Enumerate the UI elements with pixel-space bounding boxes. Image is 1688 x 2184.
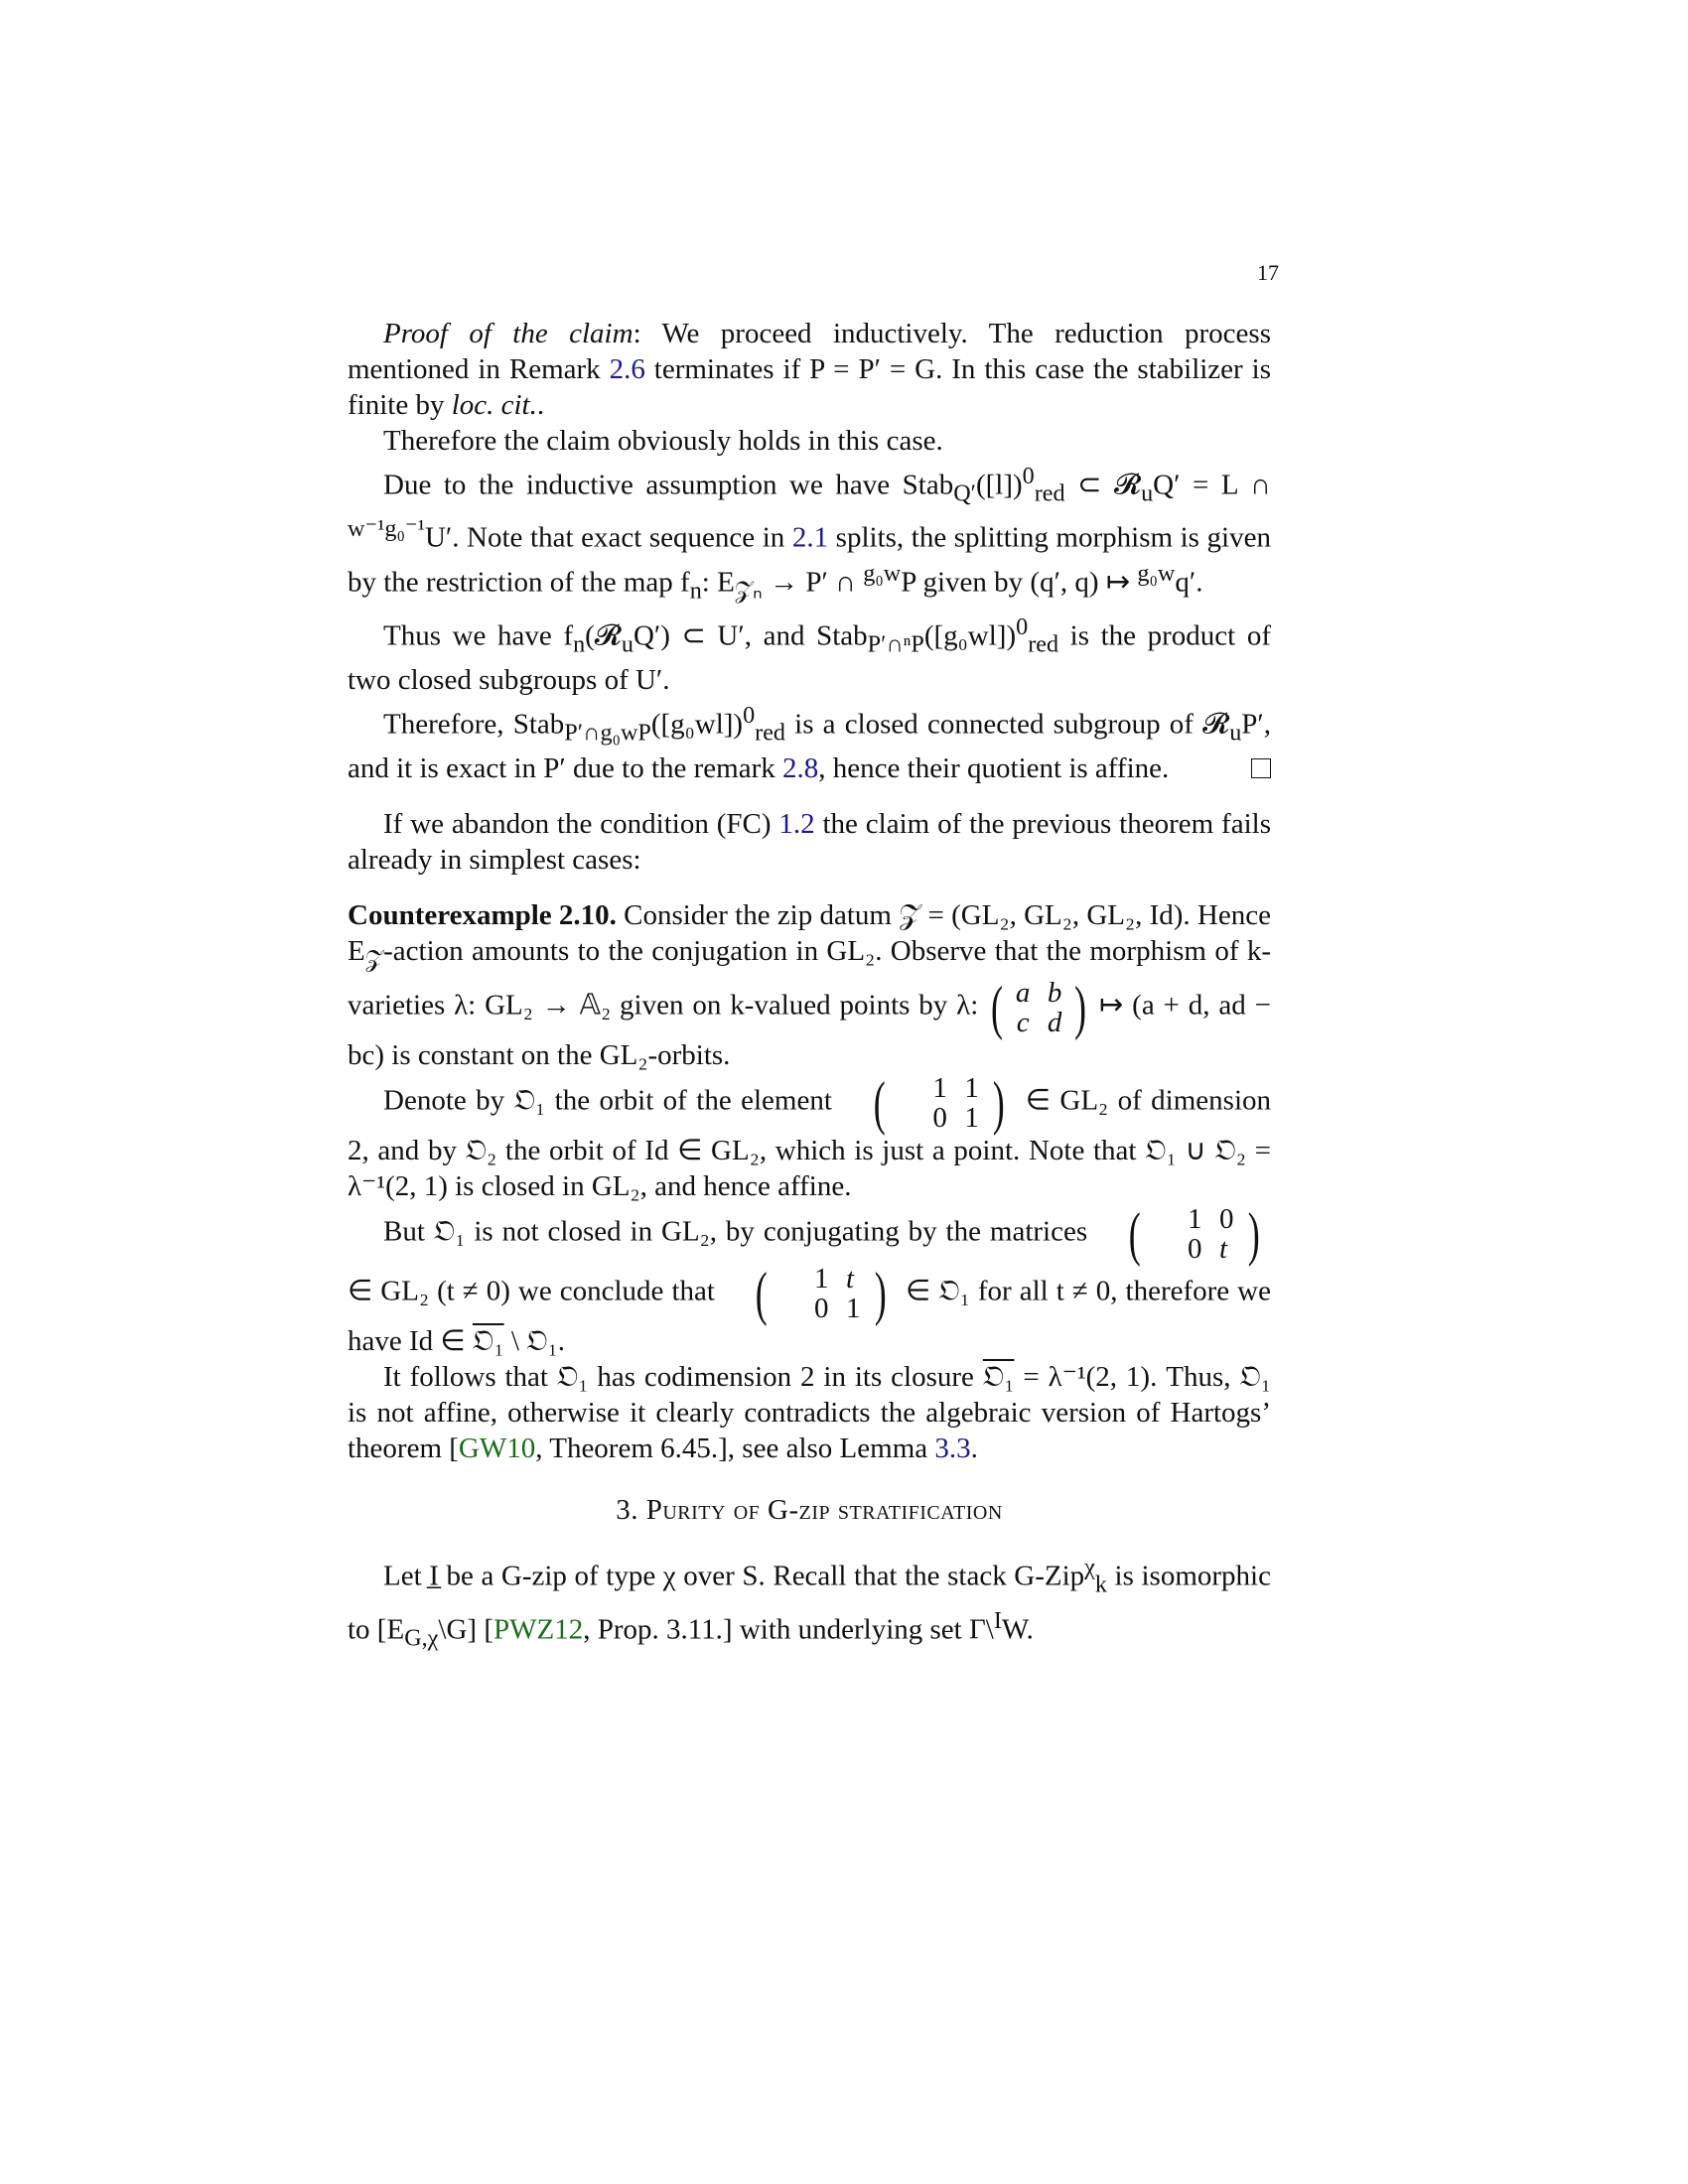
matrix-entry: t [1219,1233,1228,1266]
matrix-entry: 1 [932,1072,947,1105]
matrix-grid [897,1072,979,1135]
text: \ 𝔒₁. [503,1325,565,1358]
matrix-entry: 1 [845,1293,861,1325]
text: : E [701,566,735,599]
paragraph [348,459,1271,610]
text: It follows that 𝔒₁ has codimension 2 in its closure [383,1361,983,1394]
text: ⊂ 𝓡 [1064,469,1142,501]
subscript: red [1034,479,1065,507]
text: (𝓡 [585,619,622,652]
section-heading: 3. Purity of G-zip stratification [616,1494,1003,1527]
paragraph [348,1550,1271,1656]
page-number: 17 [1257,260,1279,285]
closure-symbol: 𝔒₁ [982,1361,1015,1394]
text: → P′ ∩ [762,566,864,599]
text: the claim of the previous theorem fails already in simplest cases: [348,808,1271,877]
paren-left: ( [991,975,1004,1041]
text: = λ⁻¹(2, 1). Thus, 𝔒₁ is not affine, otherwise it clearly contradicts the algebraic version of Hartogs’ theorem [ [348,1361,1271,1465]
subscript: u [1229,719,1242,747]
text: Due to the inductive assumption we have Stab [383,469,954,501]
text: P′, and it is exact in P′ due to the remark [348,708,1272,785]
text: Q′) ⊂ U′, and Stab [633,619,868,652]
subscript: u [1141,479,1154,507]
superscript: g₀w [1137,560,1176,588]
subscript: n [689,577,702,605]
matrix-entry: 1 [964,1102,979,1135]
ref-link[interactable]: 2.8 [782,752,819,785]
superscript: 0 [743,702,756,730]
matrix-entry: c [1016,1007,1030,1039]
matrix-abcd [987,975,1090,1041]
matrix-grid [1152,1203,1234,1266]
text: . [536,389,545,421]
paren-left: ( [874,1070,887,1137]
matrix-entry: b [1047,977,1062,1010]
ref-link[interactable]: 1.2 [778,808,815,841]
matrix-entry: 0 [932,1102,947,1135]
subscript: 𝒵ₙ [734,577,763,605]
superscript: g₀w [863,560,902,588]
text: \G] [ [438,1613,493,1646]
subscript: Q′ [953,479,976,507]
ref-link[interactable]: 3.3 [934,1433,971,1465]
matrix-entry: 1 [964,1072,979,1105]
text: , Theorem 6.45.], see also Lemma [535,1433,935,1465]
matrix-grid [778,1263,861,1325]
text: ([g₀wl]) [650,708,744,741]
text: terminates if P = P′ = G. In this case the stabilizer is finite by [348,353,1271,421]
text: -action amounts to the conjugation in GL₂. Observe that the morphism of k-varieties λ: GL₂ → 𝔸₂ given on k-valued points by λ: [348,935,1271,1022]
subscript: red [1028,630,1059,658]
paren-right: ) [993,1070,1006,1137]
matrix-entry: t [845,1263,855,1296]
subscript: k [1094,1570,1107,1598]
citation-link[interactable]: PWZ12 [492,1613,584,1646]
superscript: 0 [1016,613,1029,640]
text: ∈ GL₂ (t ≠ 0) we conclude that [348,1275,723,1307]
superscript: I [993,1606,1002,1634]
matrix-entry: 1 [813,1263,829,1296]
text: , hence their quotient is affine. [818,752,1170,785]
citation-link[interactable]: GW10 [458,1433,536,1465]
proof-lead: Proof of the claim [383,318,633,349]
paragraph [348,1201,1271,1359]
text: If we abandon the condition (FC) [383,808,779,841]
paragraph-proof [348,316,1271,423]
text: Let I̲ be a G-zip of type χ over S. Recall that the stack G-Zip [383,1560,1085,1592]
matrix-1t01 [723,1261,898,1327]
paren-right: ) [1074,975,1087,1041]
matrix-entry: 0 [1188,1233,1202,1266]
qed-square [1251,758,1271,778]
paragraph [348,610,1271,698]
text: , Prop. 3.11.] with underlying set Γ\ [583,1613,994,1646]
matrix-1101 [841,1070,1016,1137]
counterexample [348,897,1271,1073]
paragraph: Therefore the claim obviously holds in this case. [383,425,943,457]
subscript: G,χ [404,1624,439,1652]
matrix-entry: a [1015,977,1031,1010]
text: ([l]) [975,469,1023,501]
text: is isomorphic to [E [348,1560,1271,1646]
ref-link[interactable]: 2.6 [609,353,645,385]
text: is the product of two closed subgroups of U′. [348,619,1272,697]
paren-right: ) [874,1261,887,1327]
loc-cit: loc. cit. [451,389,537,421]
paren-right: ) [1247,1201,1260,1268]
text: ↦ (a + d, ad − bc) is constant on the GL₂-orbits. [348,989,1271,1072]
subscript: P′∩ⁿP [867,630,924,658]
text: Denote by 𝔒₁ the orbit of the element [383,1084,842,1117]
page-body [348,316,1271,1656]
spacer [348,878,1271,897]
text: is a closed connected subgroup of 𝓡 [785,708,1230,741]
text: ([g₀wl]) [923,619,1017,652]
ref-link[interactable]: 2.1 [791,522,829,555]
text: q′. [1175,566,1203,599]
matrix-entry: 0 [1219,1203,1234,1236]
paragraph [348,698,1271,786]
subscript: P′∩g₀wP [564,719,651,747]
spacer [348,786,1271,806]
text: . [970,1433,978,1465]
subscript: 𝒵 [364,946,384,974]
paren-left: ( [1128,1201,1141,1268]
subscript: red [755,719,786,747]
matrix-entry: 0 [813,1293,829,1325]
text: But 𝔒₁ is not closed in GL₂, by conjugating by the matrices [383,1215,1097,1248]
text: U′. Note that exact sequence in [424,522,792,555]
paragraph [348,1359,1271,1466]
superscript: χ [1084,1554,1095,1581]
closure-symbol: 𝔒₁ [472,1325,504,1358]
paragraph [348,1070,1271,1204]
superscript: 0 [1022,463,1035,489]
text: splits, the splitting morphism is given by the restriction of the map f [348,522,1271,599]
text: W. [1001,1613,1034,1646]
text: ∈ 𝔒₁ for all t ≠ 0, therefore we have Id ∈ [348,1275,1271,1358]
matrix-grid [1007,978,1070,1037]
text: P given by (q′, q) ↦ [901,566,1138,599]
text: Thus we have f [383,619,574,652]
text: : We proceed inductively. The reduction process mentioned in Remark [348,318,1271,385]
text: Consider the zip datum 𝒵 = (GL₂, GL₂, GL₂, Id). Hence E [348,899,1271,968]
superscript: w⁻¹g₀⁻¹ [348,515,425,543]
subscript: n [573,630,586,658]
matrix-entry: d [1047,1007,1062,1039]
subscript: u [621,630,633,658]
counterexample-label: Counterexample 2.10. [348,899,617,932]
text: ∈ GL₂ of dimension 2, and by 𝔒₂ the orbit of Id ∈ GL₂, which is just a point. Note that 𝔒₁ ∪ 𝔒₂ = λ⁻¹(2, 1) is closed in GL₂, and hence affine. [348,1084,1271,1203]
text: Q′ = L ∩ [1153,469,1271,501]
matrix-100t [1096,1201,1271,1268]
paren-left: ( [755,1261,768,1327]
text: Therefore, Stab [383,708,565,741]
matrix-entry: 1 [1188,1203,1202,1236]
paragraph [348,806,1271,878]
